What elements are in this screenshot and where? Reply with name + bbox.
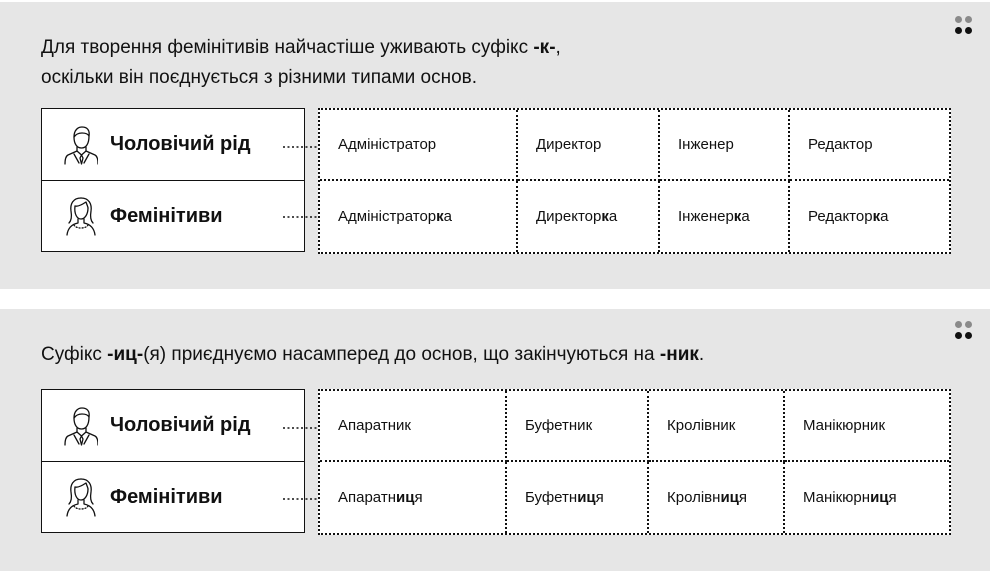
- table-cell: Манікюрник: [785, 391, 949, 462]
- woman-avatar-icon: [64, 196, 98, 236]
- man-avatar-icon: [64, 406, 98, 446]
- masculine-label: Чоловічий рід: [110, 133, 251, 155]
- table-cell: Кролівн иц я: [649, 462, 785, 533]
- gender-labels-box: [41, 389, 305, 533]
- masculine-row-label: [42, 390, 304, 461]
- table-cell: Апаратн иц я: [320, 462, 507, 533]
- table-cell: Редактор к а: [808, 208, 889, 225]
- table-cell: Директор: [518, 110, 660, 181]
- masculine-label: Чоловічий рід: [110, 414, 251, 436]
- table-cell: Інженер к а: [660, 181, 790, 252]
- words-table: [318, 108, 951, 254]
- table-cell: Адміністратор к а: [320, 181, 518, 252]
- section-suffix-k: [0, 2, 990, 289]
- drag-dots-icon[interactable]: [955, 321, 973, 341]
- table-cell: Манікюрн иц я: [803, 489, 897, 506]
- feminine-label: Фемінітиви: [110, 204, 223, 227]
- table-cell: Кролівник: [649, 391, 785, 462]
- table-cell: Редактор: [790, 110, 949, 181]
- table-cell: Адміністратор: [320, 110, 518, 181]
- table-cell: Інженер: [660, 110, 790, 181]
- feminine-label: Фемінітиви: [110, 485, 223, 508]
- woman-avatar-icon: [64, 477, 98, 517]
- section-intro-text: Для творення фемінітивів найчастіше уживають суфікс -к-, оскільки він поєднується з різними типами основ.: [41, 37, 561, 88]
- man-avatar-icon: [64, 125, 98, 165]
- table-cell: Буфетник: [507, 391, 649, 462]
- section-intro-text: Суфікс -иц-(я) приєднуємо насамперед до основ, що закінчуються на -ник.: [41, 344, 705, 365]
- words-table: [318, 389, 951, 535]
- gender-labels-box: [41, 108, 305, 252]
- section-suffix-yts: [0, 309, 990, 571]
- table-cell: Буфетн иц я: [507, 462, 649, 533]
- drag-dots-icon[interactable]: [955, 16, 973, 36]
- masculine-row-label: [42, 109, 304, 180]
- feminine-row-label: [42, 180, 304, 251]
- feminine-row-label: [42, 461, 304, 532]
- table-cell: Апаратник: [320, 391, 507, 462]
- table-cell: Директор к а: [518, 181, 660, 252]
